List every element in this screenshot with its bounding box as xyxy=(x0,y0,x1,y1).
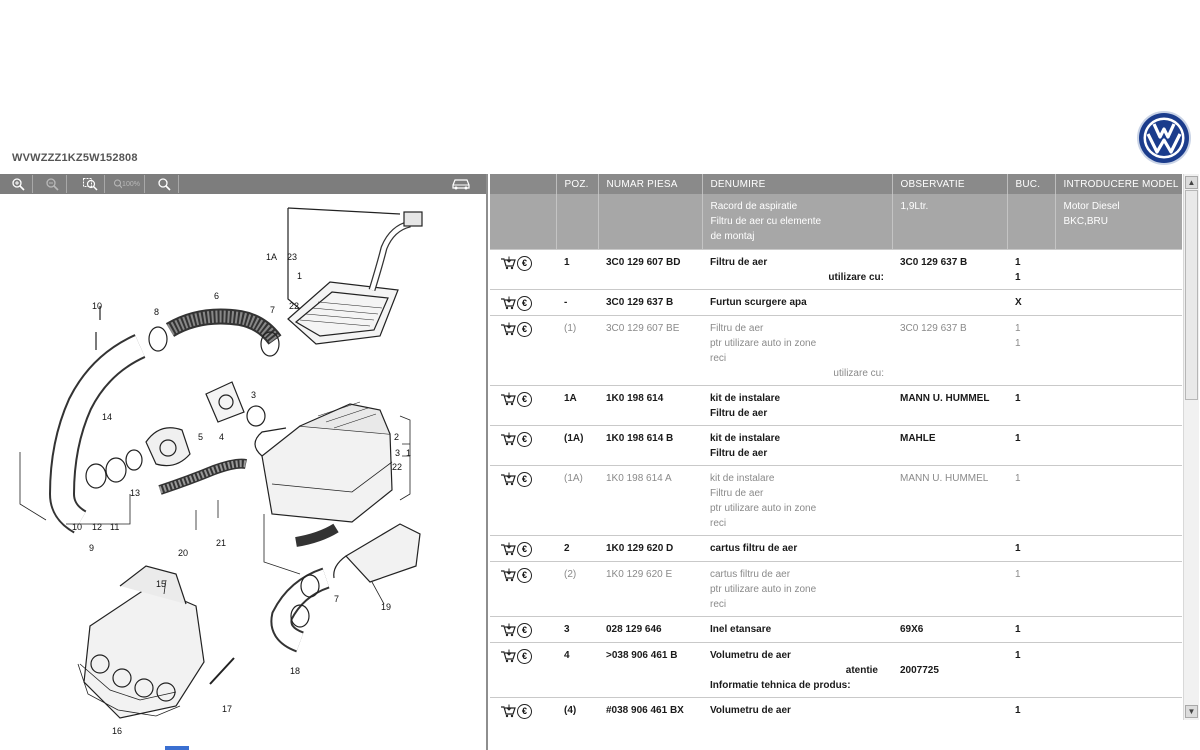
price-icon[interactable]: € xyxy=(517,542,532,557)
table-row[interactable] xyxy=(490,643,1182,698)
part-observation-cell xyxy=(892,386,1007,426)
part-model xyxy=(1055,290,1182,316)
scroll-up-button[interactable] xyxy=(1185,176,1198,189)
add-to-cart-icon[interactable] xyxy=(500,542,516,556)
part-qty: 1 xyxy=(1015,543,1021,554)
svg-text:13: 13 xyxy=(130,488,141,498)
svg-text:10: 10 xyxy=(72,522,83,532)
svg-text:15: 15 xyxy=(156,579,167,589)
part-observation: 69X6 xyxy=(900,624,924,635)
table-row[interactable] xyxy=(490,426,1182,466)
exploded-parts-drawing[interactable] xyxy=(0,194,486,750)
usage-qty: 1 xyxy=(1015,272,1021,283)
svg-text:11: 11 xyxy=(110,522,120,532)
part-name-cell xyxy=(702,466,892,536)
svg-text:12: 12 xyxy=(92,522,103,532)
table-row[interactable] xyxy=(490,617,1182,643)
row-actions xyxy=(490,562,556,617)
svg-text:14: 14 xyxy=(102,412,113,422)
tech-info-label: Informatie tehnica de produs: xyxy=(710,680,851,691)
svg-text:22: 22 xyxy=(289,301,300,311)
zoom-100-button[interactable] xyxy=(110,175,145,193)
part-position: 3 xyxy=(556,617,598,643)
add-to-cart-icon[interactable] xyxy=(500,472,516,486)
col-actions xyxy=(490,174,556,194)
part-number[interactable]: 3C0 129 607 BE xyxy=(598,316,702,386)
part-position: (1) xyxy=(556,316,598,386)
part-qty: X xyxy=(1015,297,1022,308)
part-observation-cell xyxy=(892,643,1007,698)
add-to-cart-icon[interactable] xyxy=(500,322,516,336)
add-to-cart-icon[interactable] xyxy=(500,432,516,446)
part-observation-cell xyxy=(892,250,1007,290)
row-actions xyxy=(490,698,556,721)
table-row[interactable] xyxy=(490,290,1182,316)
part-qty: 1 xyxy=(1015,650,1021,661)
table-row[interactable] xyxy=(490,536,1182,562)
row-actions xyxy=(490,643,556,698)
part-observation-cell xyxy=(892,290,1007,316)
part-qty-cell xyxy=(1007,316,1055,386)
part-qty: 1 xyxy=(1015,473,1021,484)
svg-text:3: 3 xyxy=(395,448,401,458)
parts-table xyxy=(490,174,1182,720)
part-number[interactable]: 3C0 129 637 B xyxy=(598,290,702,316)
parts-diagram-viewer xyxy=(0,174,488,750)
part-name-cell xyxy=(702,250,892,290)
vin-label: WVWZZZ1KZ5W152808 xyxy=(12,152,138,164)
part-observation-cell xyxy=(892,536,1007,562)
part-observation-cell xyxy=(892,466,1007,536)
part-model xyxy=(1055,536,1182,562)
part-model xyxy=(1055,426,1182,466)
scroll-thumb[interactable] xyxy=(1185,190,1198,400)
price-icon[interactable]: € xyxy=(517,392,532,407)
part-name-cell xyxy=(702,316,892,386)
part-position: 4 xyxy=(556,643,598,698)
add-to-cart-icon[interactable] xyxy=(500,649,516,663)
part-qty-cell xyxy=(1007,698,1055,721)
row-actions xyxy=(490,250,556,290)
part-position: - xyxy=(556,290,598,316)
tech-info-value: 2007725 xyxy=(900,665,939,676)
svg-text:7: 7 xyxy=(334,594,340,604)
part-number[interactable]: >038 906 461 B xyxy=(598,643,702,698)
part-model xyxy=(1055,617,1182,643)
part-position: 1 xyxy=(556,250,598,290)
row-actions xyxy=(490,466,556,536)
price-icon[interactable]: € xyxy=(517,256,532,271)
part-name-cell xyxy=(702,562,892,617)
chevron-up-icon: ▲ xyxy=(1187,178,1196,187)
part-name: Filtru de aer xyxy=(710,257,768,268)
part-name: kit de instalare Filtru de aer xyxy=(710,433,781,459)
part-model xyxy=(1055,466,1182,536)
table-row[interactable] xyxy=(490,250,1182,290)
usage-part: 3C0 129 637 B xyxy=(900,257,968,268)
part-observation-cell xyxy=(892,698,1007,721)
row-actions xyxy=(490,386,556,426)
price-icon[interactable]: € xyxy=(517,704,532,719)
part-number[interactable]: 1K0 198 614 B xyxy=(598,426,702,466)
part-qty: 1 xyxy=(1015,433,1021,444)
part-qty-cell xyxy=(1007,617,1055,643)
part-model xyxy=(1055,316,1182,386)
zoom-100-label: 100% xyxy=(122,180,140,188)
svg-text:1: 1 xyxy=(406,448,412,458)
svg-text:16: 16 xyxy=(112,726,123,736)
part-qty-cell xyxy=(1007,562,1055,617)
svg-text:6: 6 xyxy=(214,291,220,301)
table-row[interactable] xyxy=(490,698,1182,721)
add-to-cart-icon[interactable] xyxy=(500,256,516,270)
part-name: Volumetru de aer xyxy=(710,650,791,661)
zoom-100-icon xyxy=(114,179,122,189)
svg-text:18: 18 xyxy=(290,666,301,676)
part-observation: MANN U. HUMMEL xyxy=(900,473,989,484)
svg-text:22: 22 xyxy=(392,462,403,472)
col-name[interactable]: DENUMIRE xyxy=(702,174,892,194)
group-model: Motor Diesel BKC,BRU xyxy=(1055,194,1182,250)
svg-text:2: 2 xyxy=(394,432,400,442)
part-position: (1A) xyxy=(556,426,598,466)
part-name: Filtru de aer ptr utilizare auto in zone reci xyxy=(710,323,817,364)
car-icon xyxy=(451,178,471,190)
part-observation-cell xyxy=(892,426,1007,466)
usage-part: 3C0 129 637 B xyxy=(900,323,967,334)
part-name-cell xyxy=(702,290,892,316)
part-observation: MANN U. HUMMEL xyxy=(900,393,990,404)
part-qty-cell xyxy=(1007,250,1055,290)
part-qty-cell xyxy=(1007,290,1055,316)
part-number[interactable]: 1K0 129 620 E xyxy=(598,562,702,617)
group-observation: 1,9Ltr. xyxy=(892,194,1007,250)
row-actions xyxy=(490,290,556,316)
table-row[interactable] xyxy=(490,316,1182,386)
part-qty: 1 xyxy=(1015,323,1021,334)
svg-text:10: 10 xyxy=(92,301,103,311)
col-qty[interactable]: BUC. xyxy=(1007,174,1055,194)
add-to-cart-icon[interactable] xyxy=(500,296,516,310)
part-position: (4) xyxy=(556,698,598,721)
add-to-cart-icon[interactable] xyxy=(500,623,516,637)
part-model xyxy=(1055,386,1182,426)
part-name: cartus filtru de aer xyxy=(710,543,798,554)
part-name-cell xyxy=(702,698,892,721)
part-position: 1A xyxy=(556,386,598,426)
svg-text:7: 7 xyxy=(270,305,276,315)
table-row[interactable] xyxy=(490,562,1182,617)
zoom-fit-icon xyxy=(83,178,98,191)
part-number[interactable]: #038 906 461 BX xyxy=(598,698,702,721)
part-qty-cell xyxy=(1007,386,1055,426)
part-qty: 1 xyxy=(1015,393,1021,404)
row-actions xyxy=(490,536,556,562)
zoom-in-button[interactable] xyxy=(4,175,33,193)
taskbar-fragment xyxy=(165,746,189,750)
part-qty-cell xyxy=(1007,426,1055,466)
part-qty: 1 xyxy=(1015,569,1021,580)
part-position: (2) xyxy=(556,562,598,617)
part-qty: 1 xyxy=(1015,624,1021,635)
price-icon[interactable]: € xyxy=(517,568,532,583)
group-header-row xyxy=(490,194,1182,250)
table-scrollbar[interactable] xyxy=(1183,174,1199,720)
part-name: cartus filtru de aer ptr utilizare auto in zone reci xyxy=(710,569,817,610)
svg-text:19: 19 xyxy=(381,602,392,612)
usage-label: utilizare cu: xyxy=(833,368,884,379)
vw-logo xyxy=(1136,110,1192,166)
part-name: Inel etansare xyxy=(710,624,772,635)
part-qty: 1 xyxy=(1015,257,1021,268)
svg-text:3: 3 xyxy=(251,390,257,400)
svg-text:8: 8 xyxy=(154,307,160,317)
table-header-row xyxy=(490,174,1182,194)
part-number[interactable]: 1K0 198 614 A xyxy=(598,466,702,536)
price-icon[interactable]: € xyxy=(517,623,532,638)
part-model xyxy=(1055,250,1182,290)
part-qty-cell xyxy=(1007,466,1055,536)
part-model xyxy=(1055,643,1182,698)
part-observation-cell xyxy=(892,617,1007,643)
part-name: kit de instalare Filtru de aer xyxy=(710,393,781,419)
part-name-cell xyxy=(702,426,892,466)
part-number[interactable]: 3C0 129 607 BD xyxy=(598,250,702,290)
col-part-number[interactable]: NUMAR PIESA xyxy=(598,174,702,194)
part-name: Furtun scurgere apa xyxy=(710,297,807,308)
price-icon[interactable]: € xyxy=(517,649,532,664)
svg-text:1A: 1A xyxy=(266,252,278,262)
table-row[interactable] xyxy=(490,466,1182,536)
zoom-fit-button[interactable] xyxy=(76,175,105,193)
part-model xyxy=(1055,562,1182,617)
attention-label: atentie xyxy=(845,665,878,676)
row-actions xyxy=(490,617,556,643)
row-actions xyxy=(490,426,556,466)
part-name: Volumetru de aer xyxy=(710,705,791,716)
chevron-down-icon: ▼ xyxy=(1187,707,1196,716)
svg-text:20: 20 xyxy=(178,548,189,558)
group-name: Racord de aspiratie Filtru de aer cu elemente de montaj xyxy=(702,194,892,250)
svg-text:21: 21 xyxy=(216,538,227,548)
part-qty-cell xyxy=(1007,536,1055,562)
row-actions xyxy=(490,316,556,386)
part-observation: MAHLE xyxy=(900,433,936,444)
svg-text:9: 9 xyxy=(89,543,95,553)
parts-table-container xyxy=(490,174,1182,720)
part-observation-cell xyxy=(892,562,1007,617)
part-name-cell xyxy=(702,386,892,426)
part-qty: 1 xyxy=(1015,705,1021,716)
price-icon[interactable]: € xyxy=(517,432,532,447)
vehicle-button[interactable] xyxy=(444,175,478,193)
part-number[interactable]: 1K0 129 620 D xyxy=(598,536,702,562)
zoom-in-icon xyxy=(12,178,25,191)
svg-text:23: 23 xyxy=(287,252,298,262)
usage-qty: 1 xyxy=(1015,338,1021,349)
part-position: (1A) xyxy=(556,466,598,536)
part-name: kit de instalare Filtru de aer ptr utilizare auto in zone reci xyxy=(710,473,817,529)
table-row[interactable] xyxy=(490,386,1182,426)
add-to-cart-icon[interactable] xyxy=(500,392,516,406)
add-to-cart-icon[interactable] xyxy=(500,704,516,718)
part-observation-cell xyxy=(892,316,1007,386)
svg-text:1: 1 xyxy=(297,271,303,281)
part-qty-cell xyxy=(1007,643,1055,698)
zoom-out-icon xyxy=(46,178,59,191)
part-number[interactable]: 028 129 646 xyxy=(598,617,702,643)
svg-text:4: 4 xyxy=(219,432,225,442)
part-name-cell xyxy=(702,643,892,698)
viewer-toolbar xyxy=(0,174,486,194)
svg-text:17: 17 xyxy=(222,704,233,714)
search-button[interactable] xyxy=(150,175,179,193)
part-position: 2 xyxy=(556,536,598,562)
col-model[interactable]: INTRODUCERE MODEL xyxy=(1055,174,1182,194)
col-poz[interactable]: POZ. xyxy=(556,174,598,194)
scroll-down-button[interactable] xyxy=(1185,705,1198,718)
part-model xyxy=(1055,698,1182,721)
part-name-cell xyxy=(702,617,892,643)
zoom-out-button[interactable] xyxy=(38,175,67,193)
add-to-cart-icon[interactable] xyxy=(500,568,516,582)
price-icon[interactable]: € xyxy=(517,296,532,311)
search-icon xyxy=(158,178,171,191)
price-icon[interactable]: € xyxy=(517,322,532,337)
part-name-cell xyxy=(702,536,892,562)
part-number[interactable]: 1K0 198 614 xyxy=(598,386,702,426)
svg-text:5: 5 xyxy=(198,432,204,442)
usage-label: utilizare cu: xyxy=(828,272,884,283)
col-observations[interactable]: OBSERVATIE xyxy=(892,174,1007,194)
price-icon[interactable]: € xyxy=(517,472,532,487)
